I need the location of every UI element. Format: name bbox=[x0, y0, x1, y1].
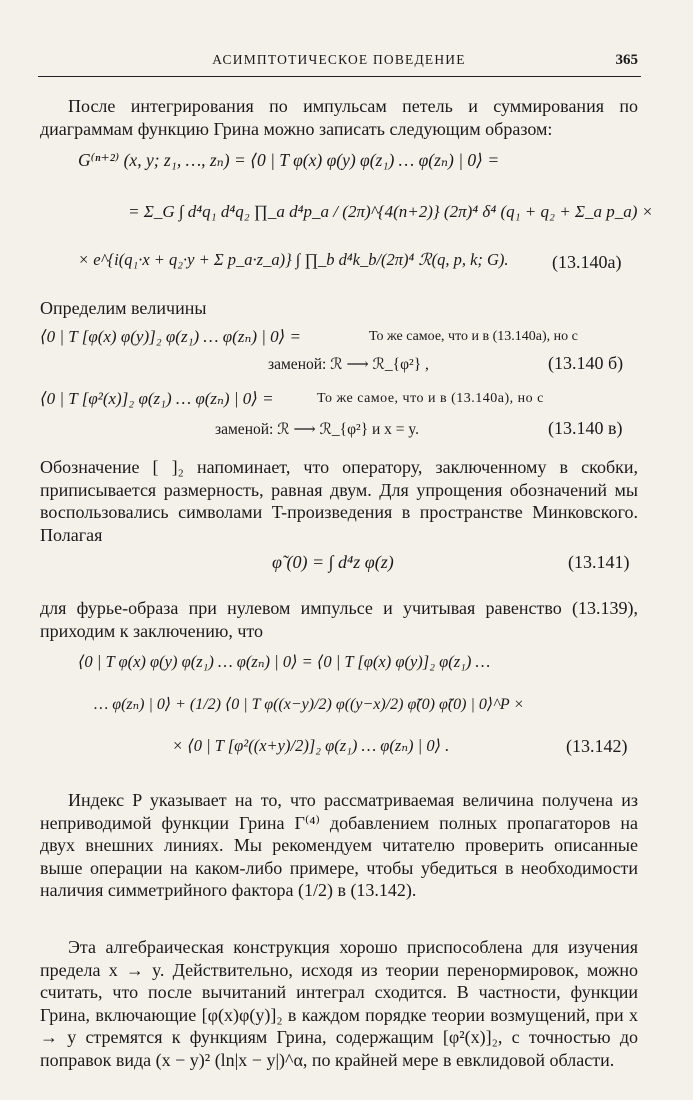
equation-13-140b-lhs: ⟨0 | T [φ(x) φ(y)]₂ φ(z₁) … φ(zₙ) | 0⟩ = bbox=[40, 327, 302, 346]
equation-number-13-140b: (13.140 б) bbox=[548, 353, 624, 373]
equation-13-142-line2: … φ(zₙ) | 0⟩ + (1/2) ⟨0 | T φ((x−y)/2) φ((y−x)/2) φ̃(0) φ̃(0) | 0⟩^P × bbox=[94, 696, 525, 713]
equation-number-13-141: (13.141) bbox=[568, 552, 630, 572]
running-head-title: АСИМПТОТИЧЕСКОЕ ПОВЕДЕНИЕ bbox=[212, 52, 466, 67]
equation-number-13-140a: (13.140а) bbox=[552, 252, 622, 272]
paragraph-index-p: Индекс P указывает на то, что рассматриваемая величина получена из неприводимой функции Грина Γ⁽⁴⁾ добавлением полных пропагаторов на двух внешних линиях. Мы рекомендуем читателю проверить описанные выше операции на каком-либо примере, чтобы убедиться в необходимости наличия симметрийного фактора (1/2) в (13.142). bbox=[40, 790, 638, 900]
equation-13-140a-line3: × e^{i(q₁·x + q₂·y + Σ p_a·z_a)} ∫ ∏_b d⁴k_b/(2π)⁴ ℛ(q, p, k; G). bbox=[78, 250, 509, 269]
paragraph-fourier: для фурье-образа при нулевом импульсе и учитывая равенство (13.139), приходим к заключению, что bbox=[40, 598, 638, 641]
running-head bbox=[40, 52, 638, 74]
section-heading-define: Определим величины bbox=[40, 298, 207, 318]
equation-13-142-line1: ⟨0 | T φ(x) φ(y) φ(z₁) … φ(zₙ) | 0⟩ = ⟨0 | T [φ(x) φ(y)]₂ φ(z₁) … bbox=[78, 652, 491, 671]
page-number: 365 bbox=[615, 52, 638, 68]
equation-13-140c-note1: То же самое, что и в (13.140а), но с bbox=[317, 391, 544, 406]
equation-13-140b-note2: заменой: ℛ ⟶ ℛ_{φ²} , bbox=[268, 356, 429, 373]
equation-number-13-140c: (13.140 в) bbox=[548, 418, 623, 438]
header-rule bbox=[38, 76, 641, 77]
equation-13-142-line3: × ⟨0 | T [φ²((x+y)/2)]₂ φ(z₁) … φ(zₙ) | 0⟩ . bbox=[172, 736, 450, 755]
equation-13-140c-lhs: ⟨0 | T [φ²(x)]₂ φ(z₁) … φ(zₙ) | 0⟩ = bbox=[40, 389, 274, 408]
equation-13-140a-line2: = Σ_G ∫ d⁴q₁ d⁴q₂ ∏_a d⁴p_a / (2π)^{4(n+2)} (2π)⁴ δ⁴ (q₁ + q₂ + Σ_a p_a) × bbox=[128, 202, 654, 221]
paragraph-notation: Обозначение [ ]₂ напоминает, что оператору, заключенному в скобки, приписывается размерность, равная двум. Для упрощения обозначений мы воспользовались символами T-произведения в пространстве Минковского. Полагая bbox=[40, 457, 638, 545]
equation-number-13-142: (13.142) bbox=[566, 736, 628, 756]
paragraph-algebraic-construction: Эта алгебраическая конструкция хорошо приспособлена для изучения предела x → y. Действительно, исходя из теории перенормировок, можно считать, что после вычитаний интеграл сходится. В частности, функции Грина, включающие [φ(x)φ(y)]₂ в каждом порядке теории возмущений, при x → y стремятся к функциям Грина, содержащим [φ²(x)]₂, с точностью до поправок вида (x − y)² (ln|x − y|)^α, по крайней мере в евклидовой области. bbox=[40, 937, 638, 1070]
paragraph-intro: После интегрирования по импульсам петель и суммирования по диаграммам функцию Грина можно записать следующим образом: bbox=[40, 96, 638, 139]
equation-13-140c-note2: заменой: ℛ ⟶ ℛ_{φ²} и x = y. bbox=[215, 421, 420, 438]
equation-13-141: φ̃ (0) = ∫ d⁴z φ(z) bbox=[272, 552, 394, 572]
equation-13-140b-note1: То же самое, что и в (13.140а), но с bbox=[369, 329, 578, 344]
equation-13-140a-line1: G⁽ⁿ⁺²⁾ (x, y; z₁, …, zₙ) = ⟨0 | T φ(x) φ(y) φ(z₁) … φ(zₙ) | 0⟩ = bbox=[78, 150, 500, 170]
